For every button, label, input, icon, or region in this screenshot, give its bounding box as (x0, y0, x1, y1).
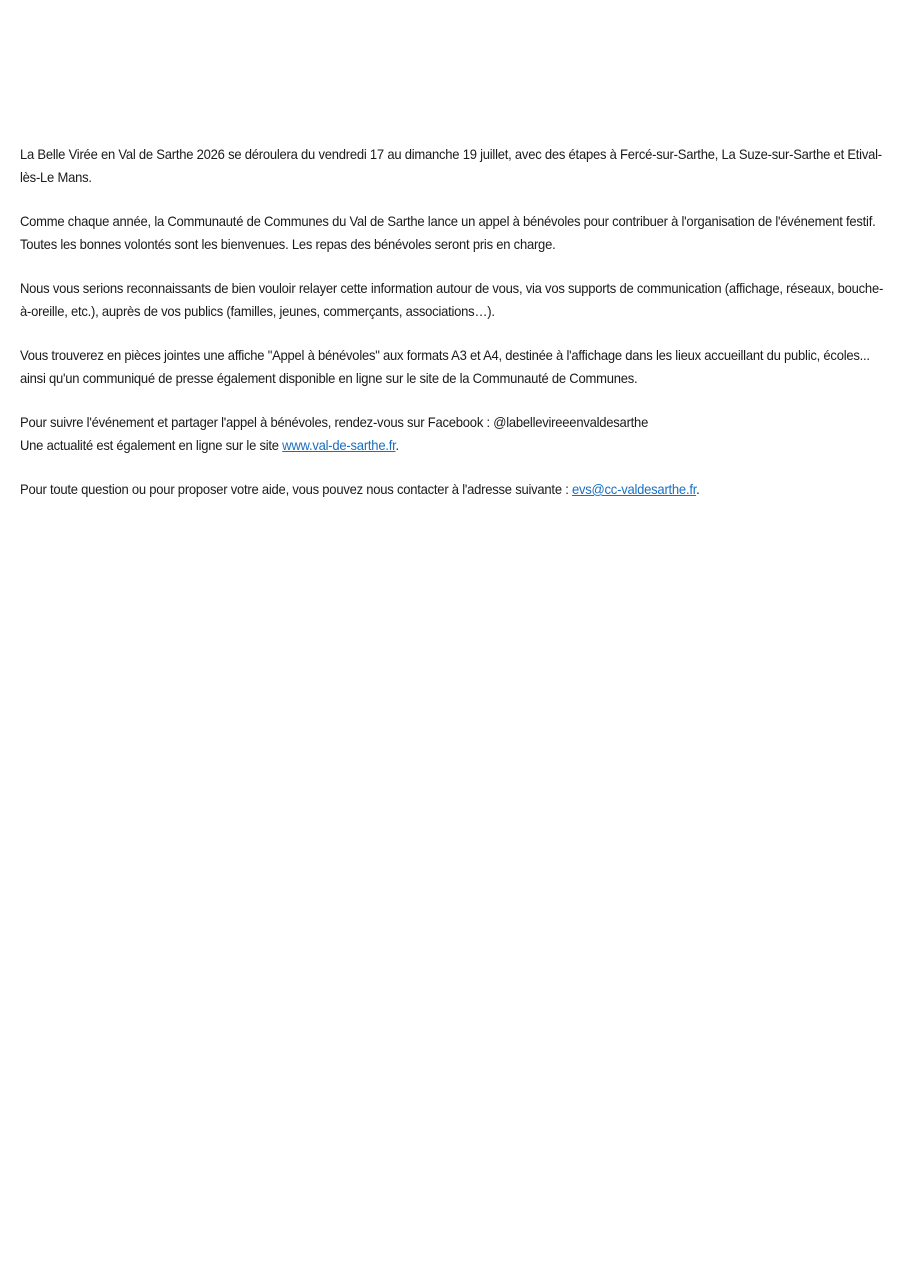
contact-paragraph (20, 478, 884, 501)
contact-prefix: Pour toute question ou pour proposer votre aide, vous pouvez nous contacter à l'adresse suivante : (20, 481, 572, 497)
website-line-prefix: Une actualité est également en ligne sur le site (20, 437, 283, 453)
document-body (20, 143, 884, 522)
website-link[interactable]: www.val-de-sarthe.fr (282, 437, 396, 453)
follow-event-paragraph (20, 411, 884, 457)
volunteer-call-paragraph: Comme chaque année, la Communauté de Communes du Val de Sarthe lance un appel à bénévoles pour contribuer à l'organisation de l'événement festif. Toutes les bonnes volontés sont les bienvenues. Les repas des bénévoles seront pris en charge. (20, 213, 876, 252)
email-link[interactable]: evs@cc-valdesarthe.fr (571, 481, 697, 497)
attachments-paragraph: Vous trouverez en pièces jointes une affiche "Appel à bénévoles" aux formats A3 et A4, destinée à l'affichage dans les lieux accueillant du public, écoles... ainsi qu'un communiqué de presse également disponible en ligne sur le site de la Communauté de Communes. (20, 347, 870, 386)
facebook-line: Pour suivre l'événement et partager l'appel à bénévoles, rendez-vous sur Facebook : @labellevireeenvaldesarthe (20, 414, 649, 430)
relay-request-paragraph: Nous vous serions reconnaissants de bien vouloir relayer cette information autour de vous, via vos supports de communication (affichage, réseaux, bouche-à-oreille, etc.), auprès de vos publics (familles, jeunes, commerçants, associations…). (20, 280, 884, 319)
website-line-suffix: . (395, 437, 399, 453)
contact-suffix: . (696, 481, 700, 497)
event-dates-paragraph: La Belle Virée en Val de Sarthe 2026 se déroulera du vendredi 17 au dimanche 19 juillet, avec des étapes à Fercé-sur-Sarthe, La Suze-sur-Sarthe et Etival-lès-Le Mans. (20, 146, 882, 185)
